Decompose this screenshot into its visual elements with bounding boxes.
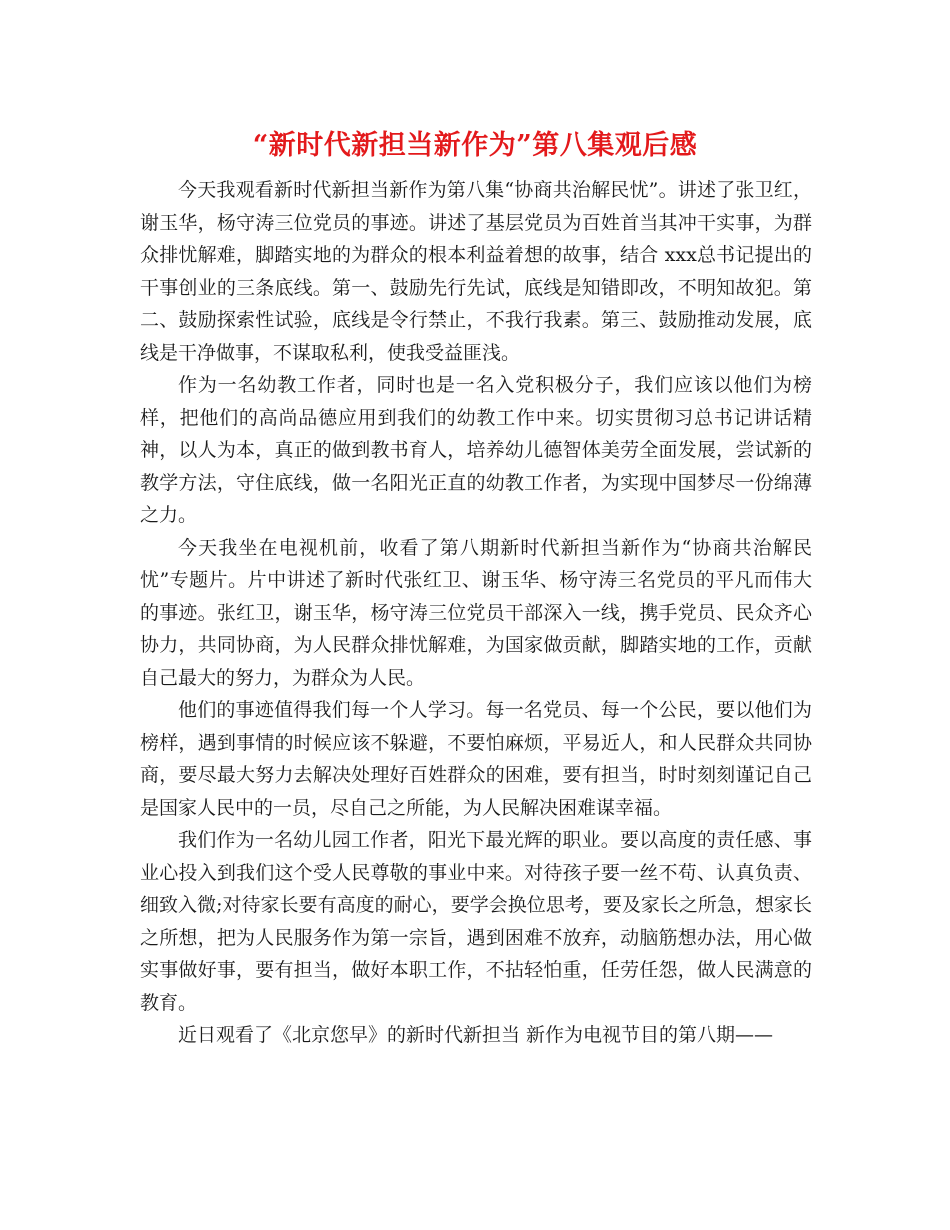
paragraph-1: 今天我观看新时代新担当新作为第八集“协商共治解民忧”。讲述了张卫红，谢玉华，杨守涛三位党员的事迹。讲述了基层党员为百姓首当其冲干实事，为群众排忧解难，脚踏实地的为群众的根本利益着想的故事，结合 xxx总书记提出的干事创业的三条底线。第一、鼓励先行先试，底线是知错即改，不明知故犯。第二、鼓励探索性试验，底线是令行禁止，不我行我素。第三、鼓励推动发展，底线是干净做事，不谋取私利，使我受益匪浅。 (140, 179, 812, 364)
document-title: “新时代新担当新作为”第八集观后感 (252, 130, 698, 161)
paragraph-4: 他们的事迹值得我们每一个人学习。每一名党员、每一个公民，要以他们为榜样，遇到事情的时候应该不躲避，不要怕麻烦，平易近人，和人民群众共同协商，要尽最大努力去解决处理好百姓群众的困难，要有担当，时时刻刻谨记自己是国家人民中的一员，尽自己之所能，为人民解决困难谋幸福。 (140, 699, 812, 819)
paragraph-2: 作为一名幼教工作者，同时也是一名入党积极分子，我们应该以他们为榜样，把他们的高尚品德应用到我们的幼教工作中来。切实贯彻习总书记讲话精神，以人为本，真正的做到教书育人，培养幼儿德智体美劳全面发展，尝试新的教学方法，守住底线，做一名阳光正直的幼教工作者，为实现中国梦尽一份绵薄之力。 (140, 374, 812, 526)
paragraph-6: 近日观看了《北京您早》的新时代新担当 新作为电视节目的第八期—— (178, 1024, 774, 1046)
paragraph-3: 今天我坐在电视机前，收看了第八期新时代新担当新作为“协商共治解民忧”专题片。片中讲述了新时代张红卫、谢玉华、杨守涛三名党员的平凡而伟大的事迹。张红卫，谢玉华，杨守涛三位党员干部深入一线，携手党员、民众齐心协力，共同协商，为人民群众排忧解难，为国家做贡献，脚踏实地的工作，贡献自己最大的努力，为群众为人民。 (140, 536, 812, 689)
paragraph-5: 我们作为一名幼儿园工作者，阳光下最光辉的职业。要以高度的责任感、事业心投入到我们这个受人民尊敬的事业中来。对待孩子要一丝不苟、认真负责、细致入微;对待家长要有高度的耐心，要学会换位思考，要及家长之所急，想家长之所想，把为人民服务作为第一宗旨，遇到困难不放弃，动脑筋想办法，用心做实事做好事，要有担当，做好本职工作，不拈轻怕重，任劳任怨，做人民满意的教育。 (140, 829, 812, 1014)
document-body (140, 174, 812, 1052)
